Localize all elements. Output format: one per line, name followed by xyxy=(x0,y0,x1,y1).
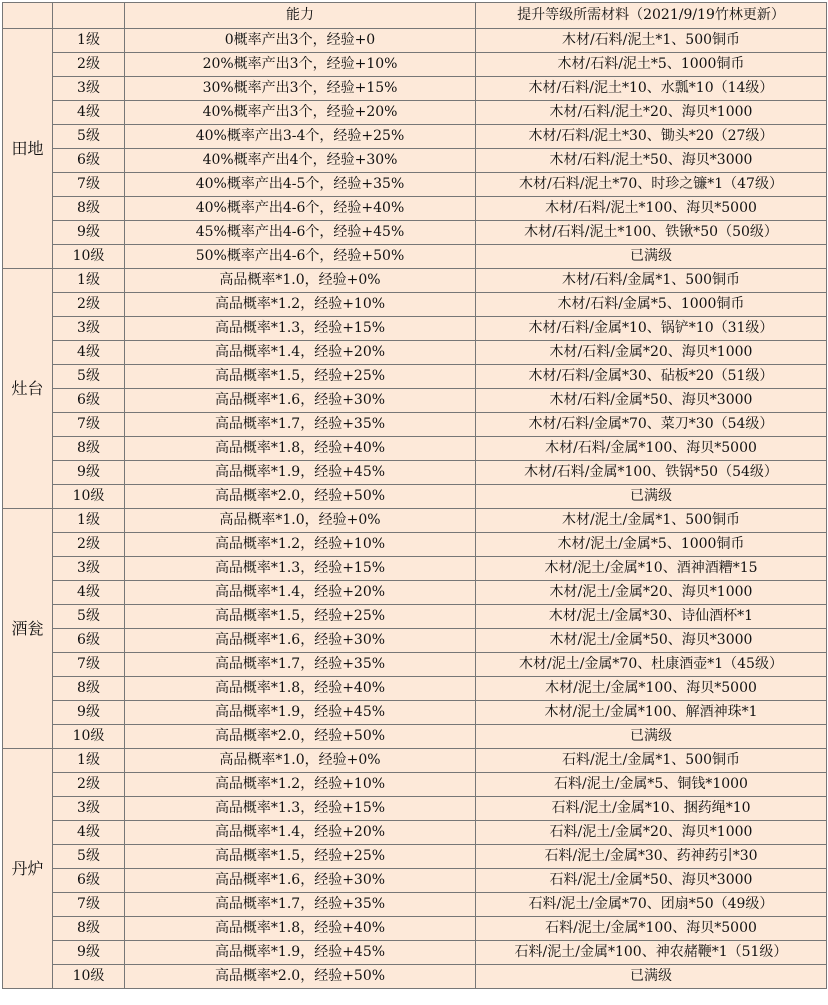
materials-cell: 木材/石料/金属*100、铁锅*50（54级） xyxy=(476,461,827,485)
materials-cell: 木材/石料/金属*5、1000铜币 xyxy=(476,293,827,317)
table-row xyxy=(3,509,827,533)
header-level-cell xyxy=(53,3,125,29)
table-row xyxy=(3,221,827,245)
group-name-cell: 酒瓮 xyxy=(3,509,53,749)
materials-cell: 木材/石料/泥土*1、500铜币 xyxy=(476,29,827,53)
materials-cell: 木材/石料/泥土*5、1000铜币 xyxy=(476,53,827,77)
table-row xyxy=(3,533,827,557)
level-cell: 3级 xyxy=(53,557,125,581)
table-row xyxy=(3,845,827,869)
table-row xyxy=(3,317,827,341)
level-cell: 7级 xyxy=(53,413,125,437)
table-row xyxy=(3,245,827,269)
table-row xyxy=(3,125,827,149)
level-cell: 10级 xyxy=(53,245,125,269)
ability-cell: 高品概率*1.3，经验+15% xyxy=(125,557,476,581)
materials-cell: 石料/泥土/金属*50、海贝*3000 xyxy=(476,869,827,893)
materials-cell: 木材/泥土/金属*100、解酒神珠*1 xyxy=(476,701,827,725)
table-row xyxy=(3,869,827,893)
table-row xyxy=(3,485,827,509)
ability-cell: 40%概率产出4-6个，经验+40% xyxy=(125,197,476,221)
ability-cell: 0概率产出3个，经验+0 xyxy=(125,29,476,53)
level-cell: 5级 xyxy=(53,125,125,149)
materials-cell: 木材/泥土/金属*10、酒神酒糟*15 xyxy=(476,557,827,581)
table-row xyxy=(3,893,827,917)
header-ability: 能力 xyxy=(125,3,476,29)
level-cell: 7级 xyxy=(53,173,125,197)
ability-cell: 40%概率产出3-4个，经验+25% xyxy=(125,125,476,149)
level-cell: 4级 xyxy=(53,341,125,365)
header-group-cell xyxy=(3,3,53,29)
table-row xyxy=(3,773,827,797)
ability-cell: 45%概率产出4-6个，经验+45% xyxy=(125,221,476,245)
level-cell: 10级 xyxy=(53,965,125,989)
level-cell: 6级 xyxy=(53,149,125,173)
upgrade-table-body xyxy=(3,3,827,989)
table-row xyxy=(3,77,827,101)
group-name-cell: 丹炉 xyxy=(3,749,53,989)
table-row xyxy=(3,53,827,77)
ability-cell: 高品概率*1.7，经验+35% xyxy=(125,893,476,917)
level-cell: 2级 xyxy=(53,293,125,317)
materials-cell: 已满级 xyxy=(476,245,827,269)
table-row xyxy=(3,197,827,221)
level-cell: 3级 xyxy=(53,317,125,341)
level-cell: 3级 xyxy=(53,797,125,821)
level-cell: 2级 xyxy=(53,533,125,557)
table-row xyxy=(3,677,827,701)
group-name-cell: 灶台 xyxy=(3,269,53,509)
materials-cell: 已满级 xyxy=(476,485,827,509)
ability-cell: 高品概率*1.3，经验+15% xyxy=(125,317,476,341)
ability-cell: 高品概率*1.3，经验+15% xyxy=(125,797,476,821)
level-cell: 6级 xyxy=(53,389,125,413)
table-row xyxy=(3,797,827,821)
ability-cell: 高品概率*1.5，经验+25% xyxy=(125,605,476,629)
level-cell: 5级 xyxy=(53,605,125,629)
level-cell: 4级 xyxy=(53,821,125,845)
level-cell: 4级 xyxy=(53,581,125,605)
table-row xyxy=(3,29,827,53)
table-row xyxy=(3,293,827,317)
ability-cell: 高品概率*2.0，经验+50% xyxy=(125,485,476,509)
level-cell: 5级 xyxy=(53,365,125,389)
ability-cell: 高品概率*1.6，经验+30% xyxy=(125,869,476,893)
level-cell: 9级 xyxy=(53,701,125,725)
ability-cell: 高品概率*1.4，经验+20% xyxy=(125,821,476,845)
table-row xyxy=(3,629,827,653)
ability-cell: 高品概率*1.7，经验+35% xyxy=(125,413,476,437)
table-row xyxy=(3,101,827,125)
table-row xyxy=(3,461,827,485)
ability-cell: 高品概率*1.7，经验+35% xyxy=(125,653,476,677)
table-row xyxy=(3,605,827,629)
level-cell: 4级 xyxy=(53,101,125,125)
level-cell: 2级 xyxy=(53,53,125,77)
table-row xyxy=(3,269,827,293)
materials-cell: 石料/泥土/金属*70、团扇*50（49级） xyxy=(476,893,827,917)
materials-cell: 木材/石料/泥土*100、海贝*5000 xyxy=(476,197,827,221)
materials-cell: 石料/泥土/金属*100、神农赭鞭*1（51级） xyxy=(476,941,827,965)
table-row xyxy=(3,653,827,677)
table-row xyxy=(3,581,827,605)
ability-cell: 高品概率*1.2，经验+10% xyxy=(125,293,476,317)
ability-cell: 高品概率*2.0，经验+50% xyxy=(125,965,476,989)
ability-cell: 高品概率*1.0，经验+0% xyxy=(125,269,476,293)
table-row xyxy=(3,365,827,389)
materials-cell: 石料/泥土/金属*100、海贝*5000 xyxy=(476,917,827,941)
ability-cell: 高品概率*1.8，经验+40% xyxy=(125,677,476,701)
table-row xyxy=(3,965,827,989)
materials-cell: 木材/石料/金属*30、砧板*20（51级） xyxy=(476,365,827,389)
ability-cell: 高品概率*2.0，经验+50% xyxy=(125,725,476,749)
materials-cell: 石料/泥土/金属*20、海贝*1000 xyxy=(476,821,827,845)
ability-cell: 高品概率*1.8，经验+40% xyxy=(125,437,476,461)
level-cell: 6级 xyxy=(53,629,125,653)
level-cell: 10级 xyxy=(53,485,125,509)
ability-cell: 高品概率*1.6，经验+30% xyxy=(125,389,476,413)
table-row xyxy=(3,149,827,173)
level-cell: 9级 xyxy=(53,941,125,965)
table-row xyxy=(3,557,827,581)
table-row xyxy=(3,437,827,461)
materials-cell: 木材/泥土/金属*1、500铜币 xyxy=(476,509,827,533)
ability-cell: 高品概率*1.5，经验+25% xyxy=(125,365,476,389)
level-cell: 7级 xyxy=(53,653,125,677)
level-cell: 1级 xyxy=(53,29,125,53)
materials-cell: 木材/泥土/金属*20、海贝*1000 xyxy=(476,581,827,605)
materials-cell: 木材/石料/泥土*50、海贝*3000 xyxy=(476,149,827,173)
level-cell: 2级 xyxy=(53,773,125,797)
materials-cell: 木材/泥土/金属*70、杜康酒壶*1（45级） xyxy=(476,653,827,677)
ability-cell: 40%概率产出4个，经验+30% xyxy=(125,149,476,173)
table-row xyxy=(3,389,827,413)
materials-cell: 已满级 xyxy=(476,725,827,749)
ability-cell: 高品概率*1.2，经验+10% xyxy=(125,773,476,797)
materials-cell: 石料/泥土/金属*10、捆药绳*10 xyxy=(476,797,827,821)
ability-cell: 高品概率*1.6，经验+30% xyxy=(125,629,476,653)
materials-cell: 木材/石料/金属*20、海贝*1000 xyxy=(476,341,827,365)
ability-cell: 50%概率产出4-6个，经验+50% xyxy=(125,245,476,269)
materials-cell: 石料/泥土/金属*5、铜钱*1000 xyxy=(476,773,827,797)
ability-cell: 高品概率*1.9，经验+45% xyxy=(125,941,476,965)
level-cell: 3级 xyxy=(53,77,125,101)
level-cell: 5级 xyxy=(53,845,125,869)
level-cell: 1级 xyxy=(53,749,125,773)
materials-cell: 石料/泥土/金属*30、药神药引*30 xyxy=(476,845,827,869)
group-name-cell: 田地 xyxy=(3,29,53,269)
level-cell: 8级 xyxy=(53,917,125,941)
level-cell: 9级 xyxy=(53,221,125,245)
table-row xyxy=(3,341,827,365)
ability-cell: 30%概率产出3个，经验+15% xyxy=(125,77,476,101)
ability-cell: 20%概率产出3个，经验+10% xyxy=(125,53,476,77)
level-cell: 1级 xyxy=(53,509,125,533)
materials-cell: 木材/石料/金属*1、500铜币 xyxy=(476,269,827,293)
materials-cell: 木材/泥土/金属*100、海贝*5000 xyxy=(476,677,827,701)
materials-cell: 木材/石料/金属*100、海贝*5000 xyxy=(476,437,827,461)
materials-cell: 木材/石料/泥土*20、海贝*1000 xyxy=(476,101,827,125)
ability-cell: 高品概率*1.9，经验+45% xyxy=(125,701,476,725)
table-header-row xyxy=(3,3,827,29)
ability-cell: 高品概率*1.0，经验+0% xyxy=(125,509,476,533)
level-cell: 7级 xyxy=(53,893,125,917)
upgrade-table xyxy=(2,2,827,989)
materials-cell: 木材/石料/泥土*100、铁锹*50（50级） xyxy=(476,221,827,245)
header-materials: 提升等级所需材料（2021/9/19竹林更新） xyxy=(476,3,827,29)
materials-cell: 木材/泥土/金属*30、诗仙酒杯*1 xyxy=(476,605,827,629)
level-cell: 10级 xyxy=(53,725,125,749)
table-row xyxy=(3,917,827,941)
ability-cell: 高品概率*1.4，经验+20% xyxy=(125,341,476,365)
level-cell: 6级 xyxy=(53,869,125,893)
level-cell: 8级 xyxy=(53,197,125,221)
table-row xyxy=(3,725,827,749)
table-row xyxy=(3,701,827,725)
table-row xyxy=(3,749,827,773)
materials-cell: 木材/石料/泥土*70、时珍之镰*1（47级） xyxy=(476,173,827,197)
table-row xyxy=(3,413,827,437)
ability-cell: 高品概率*1.5，经验+25% xyxy=(125,845,476,869)
ability-cell: 高品概率*1.0，经验+0% xyxy=(125,749,476,773)
ability-cell: 高品概率*1.9，经验+45% xyxy=(125,461,476,485)
ability-cell: 高品概率*1.2，经验+10% xyxy=(125,533,476,557)
ability-cell: 40%概率产出3个，经验+20% xyxy=(125,101,476,125)
materials-cell: 已满级 xyxy=(476,965,827,989)
table-row xyxy=(3,941,827,965)
materials-cell: 木材/石料/金属*50、海贝*3000 xyxy=(476,389,827,413)
level-cell: 9级 xyxy=(53,461,125,485)
materials-cell: 石料/泥土/金属*1、500铜币 xyxy=(476,749,827,773)
materials-cell: 木材/石料/泥土*30、锄头*20（27级） xyxy=(476,125,827,149)
table-row xyxy=(3,173,827,197)
ability-cell: 高品概率*1.8，经验+40% xyxy=(125,917,476,941)
level-cell: 1级 xyxy=(53,269,125,293)
level-cell: 8级 xyxy=(53,437,125,461)
materials-cell: 木材/石料/金属*10、锅铲*10（31级） xyxy=(476,317,827,341)
ability-cell: 高品概率*1.4，经验+20% xyxy=(125,581,476,605)
materials-cell: 木材/石料/泥土*10、水瓢*10（14级） xyxy=(476,77,827,101)
materials-cell: 木材/泥土/金属*5、1000铜币 xyxy=(476,533,827,557)
ability-cell: 40%概率产出4-5个，经验+35% xyxy=(125,173,476,197)
level-cell: 8级 xyxy=(53,677,125,701)
materials-cell: 木材/石料/金属*70、菜刀*30（54级） xyxy=(476,413,827,437)
materials-cell: 木材/泥土/金属*50、海贝*3000 xyxy=(476,629,827,653)
table-row xyxy=(3,821,827,845)
